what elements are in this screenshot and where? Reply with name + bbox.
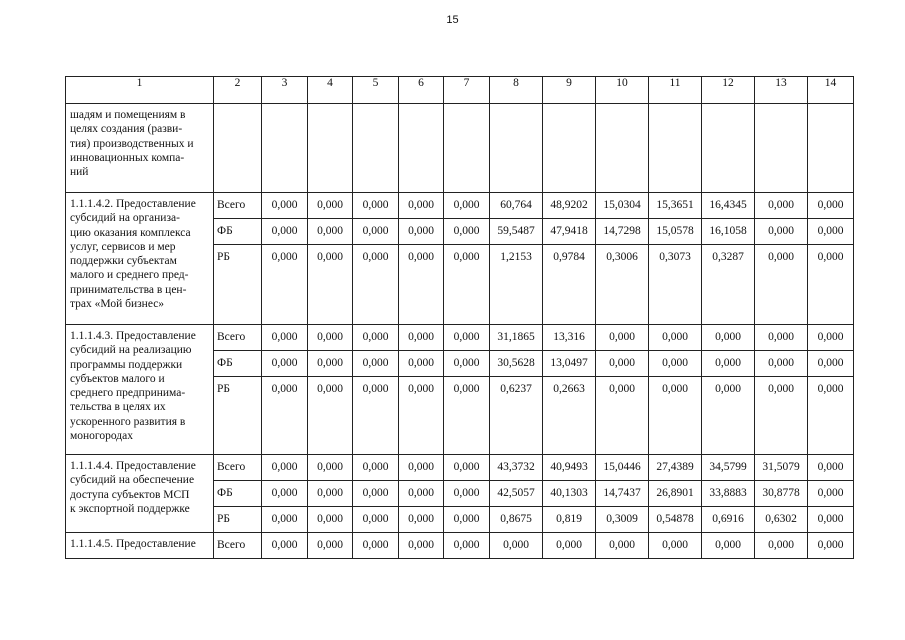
value-cell: 0,000 <box>444 455 490 481</box>
value-cell: 0,000 <box>755 193 808 219</box>
empty-cell <box>755 104 808 193</box>
value-cell: 0,000 <box>353 481 399 507</box>
value-cell: 0,000 <box>444 481 490 507</box>
table-row <box>66 325 854 351</box>
value-cell: 26,8901 <box>649 481 702 507</box>
value-cell: 0,000 <box>649 351 702 377</box>
value-cell: 0,9784 <box>543 245 596 325</box>
measure-description <box>66 533 214 559</box>
funding-source: Всего <box>214 533 262 559</box>
value-cell: 0,000 <box>262 455 308 481</box>
empty-cell <box>308 104 353 193</box>
value-cell: 0,000 <box>353 533 399 559</box>
value-cell: 0,000 <box>262 533 308 559</box>
value-cell: 0,000 <box>444 507 490 533</box>
value-cell: 0,2663 <box>543 377 596 455</box>
value-cell: 0,6916 <box>702 507 755 533</box>
value-cell: 0,000 <box>444 245 490 325</box>
value-cell: 0,3009 <box>596 507 649 533</box>
value-cell: 34,5799 <box>702 455 755 481</box>
value-cell: 0,000 <box>353 219 399 245</box>
value-cell: 0,000 <box>808 351 854 377</box>
measure-description <box>66 325 214 455</box>
value-cell: 43,3732 <box>490 455 543 481</box>
value-cell: 0,000 <box>755 533 808 559</box>
value-cell: 15,3651 <box>649 193 702 219</box>
column-header: 14 <box>808 77 854 104</box>
value-cell: 0,000 <box>308 455 353 481</box>
value-cell: 0,000 <box>808 245 854 325</box>
value-cell: 0,000 <box>808 533 854 559</box>
value-cell: 0,000 <box>262 351 308 377</box>
budget-table <box>65 76 854 559</box>
value-cell: 15,0446 <box>596 455 649 481</box>
value-cell: 31,5079 <box>755 455 808 481</box>
column-header: 10 <box>596 77 649 104</box>
funding-source: Всего <box>214 193 262 219</box>
value-cell: 0,000 <box>808 219 854 245</box>
value-cell: 27,4389 <box>649 455 702 481</box>
value-cell: 0,000 <box>399 533 444 559</box>
empty-cell <box>649 104 702 193</box>
value-cell: 0,54878 <box>649 507 702 533</box>
value-cell: 0,000 <box>444 325 490 351</box>
value-cell: 0,000 <box>262 193 308 219</box>
value-cell: 0,000 <box>649 533 702 559</box>
value-cell: 0,000 <box>399 351 444 377</box>
value-cell: 0,3073 <box>649 245 702 325</box>
funding-source: РБ <box>214 245 262 325</box>
column-header: 5 <box>353 77 399 104</box>
empty-cell <box>353 104 399 193</box>
value-cell: 0,000 <box>702 377 755 455</box>
column-header: 9 <box>543 77 596 104</box>
value-cell: 48,9202 <box>543 193 596 219</box>
value-cell: 0,000 <box>808 193 854 219</box>
empty-cell <box>399 104 444 193</box>
column-header: 1 <box>66 77 214 104</box>
funding-source: ФБ <box>214 219 262 245</box>
value-cell: 0,000 <box>262 481 308 507</box>
value-cell: 0,000 <box>808 377 854 455</box>
value-cell: 0,000 <box>444 219 490 245</box>
value-cell: 0,000 <box>308 219 353 245</box>
measure-text: 1.1.1.4.4. Предоставление субсидий на обеспечение доступа субъектов МСП к экспортной поддержке <box>70 460 196 515</box>
value-cell: 0,6237 <box>490 377 543 455</box>
value-cell: 0,000 <box>399 455 444 481</box>
empty-cell <box>444 104 490 193</box>
value-cell: 0,000 <box>649 377 702 455</box>
value-cell: 0,000 <box>755 377 808 455</box>
value-cell: 0,000 <box>308 507 353 533</box>
value-cell: 0,000 <box>308 377 353 455</box>
empty-cell <box>808 104 854 193</box>
column-header: 13 <box>755 77 808 104</box>
empty-cell <box>543 104 596 193</box>
continuation-description <box>66 104 214 193</box>
value-cell: 0,000 <box>353 351 399 377</box>
column-header-row <box>66 77 854 104</box>
table-row <box>66 193 854 219</box>
value-cell: 0,000 <box>353 507 399 533</box>
table-row <box>66 533 854 559</box>
value-cell: 0,000 <box>353 193 399 219</box>
value-cell: 0,000 <box>399 219 444 245</box>
value-cell: 30,5628 <box>490 351 543 377</box>
value-cell: 0,6302 <box>755 507 808 533</box>
value-cell: 40,9493 <box>543 455 596 481</box>
value-cell: 0,000 <box>308 193 353 219</box>
value-cell: 40,1303 <box>543 481 596 507</box>
value-cell: 0,000 <box>808 325 854 351</box>
value-cell: 0,3006 <box>596 245 649 325</box>
value-cell: 0,000 <box>262 377 308 455</box>
funding-source: Всего <box>214 325 262 351</box>
measure-text: 1.1.1.4.3. Предоставление субсидий на реализацию программы поддержки субъектов малого и среднего предпринима- тельства в целях их ускоренного развития в моногородах <box>70 330 196 443</box>
column-header: 3 <box>262 77 308 104</box>
empty-cell <box>596 104 649 193</box>
value-cell: 0,000 <box>490 533 543 559</box>
value-cell: 0,000 <box>353 245 399 325</box>
column-header: 2 <box>214 77 262 104</box>
value-cell: 0,000 <box>755 325 808 351</box>
value-cell: 0,000 <box>543 533 596 559</box>
value-cell: 15,0578 <box>649 219 702 245</box>
value-cell: 0,000 <box>444 533 490 559</box>
value-cell: 0,000 <box>353 325 399 351</box>
value-cell: 0,000 <box>755 245 808 325</box>
column-header: 11 <box>649 77 702 104</box>
funding-source: РБ <box>214 507 262 533</box>
value-cell: 0,000 <box>262 245 308 325</box>
value-cell: 0,000 <box>596 351 649 377</box>
value-cell: 13,0497 <box>543 351 596 377</box>
empty-cell <box>262 104 308 193</box>
page-number: 15 <box>446 14 459 26</box>
funding-source: РБ <box>214 377 262 455</box>
value-cell: 0,000 <box>353 377 399 455</box>
value-cell: 42,5057 <box>490 481 543 507</box>
value-cell: 0,000 <box>702 533 755 559</box>
value-cell: 0,000 <box>353 455 399 481</box>
value-cell: 0,000 <box>808 507 854 533</box>
value-cell: 0,000 <box>308 481 353 507</box>
continuation-text: шадям и помещениям в целях создания (разви- тия) производственных и инновационных компа- ний <box>70 109 194 179</box>
value-cell: 0,000 <box>399 325 444 351</box>
value-cell: 0,000 <box>399 507 444 533</box>
measure-text: 1.1.1.4.5. Предоставление <box>70 538 196 550</box>
value-cell: 0,000 <box>399 481 444 507</box>
value-cell: 0,000 <box>399 193 444 219</box>
empty-cell <box>214 104 262 193</box>
column-header: 4 <box>308 77 353 104</box>
value-cell: 14,7437 <box>596 481 649 507</box>
table-row <box>66 455 854 481</box>
value-cell: 16,1058 <box>702 219 755 245</box>
value-cell: 0,000 <box>808 455 854 481</box>
value-cell: 0,8675 <box>490 507 543 533</box>
value-cell: 0,000 <box>444 351 490 377</box>
value-cell: 0,000 <box>399 377 444 455</box>
value-cell: 47,9418 <box>543 219 596 245</box>
value-cell: 0,000 <box>808 481 854 507</box>
value-cell: 1,2153 <box>490 245 543 325</box>
value-cell: 13,316 <box>543 325 596 351</box>
value-cell: 0,000 <box>308 533 353 559</box>
value-cell: 0,819 <box>543 507 596 533</box>
value-cell: 33,8883 <box>702 481 755 507</box>
value-cell: 0,000 <box>755 351 808 377</box>
value-cell: 14,7298 <box>596 219 649 245</box>
value-cell: 0,000 <box>596 377 649 455</box>
column-header: 6 <box>399 77 444 104</box>
continuation-row <box>66 104 854 193</box>
value-cell: 0,000 <box>262 325 308 351</box>
funding-source: ФБ <box>214 481 262 507</box>
value-cell: 15,0304 <box>596 193 649 219</box>
funding-source: Всего <box>214 455 262 481</box>
value-cell: 0,000 <box>596 325 649 351</box>
value-cell: 0,000 <box>399 245 444 325</box>
value-cell: 0,000 <box>308 325 353 351</box>
value-cell: 0,3287 <box>702 245 755 325</box>
value-cell: 0,000 <box>755 219 808 245</box>
funding-source: ФБ <box>214 351 262 377</box>
measure-description <box>66 193 214 325</box>
empty-cell <box>702 104 755 193</box>
value-cell: 0,000 <box>308 351 353 377</box>
value-cell: 0,000 <box>702 351 755 377</box>
value-cell: 59,5487 <box>490 219 543 245</box>
empty-cell <box>490 104 543 193</box>
value-cell: 0,000 <box>262 219 308 245</box>
value-cell: 31,1865 <box>490 325 543 351</box>
value-cell: 0,000 <box>308 245 353 325</box>
value-cell: 0,000 <box>596 533 649 559</box>
value-cell: 0,000 <box>444 193 490 219</box>
value-cell: 60,764 <box>490 193 543 219</box>
value-cell: 0,000 <box>262 507 308 533</box>
measure-description <box>66 455 214 533</box>
value-cell: 0,000 <box>444 377 490 455</box>
column-header: 7 <box>444 77 490 104</box>
value-cell: 16,4345 <box>702 193 755 219</box>
column-header: 12 <box>702 77 755 104</box>
value-cell: 0,000 <box>702 325 755 351</box>
column-header: 8 <box>490 77 543 104</box>
value-cell: 0,000 <box>649 325 702 351</box>
measure-text: 1.1.1.4.2. Предоставление субсидий на организа- цию оказания комплекса услуг, сервисов и мер поддержки субъектам малого и среднего пред- принимательства в цен- трах «Мой бизнес» <box>70 198 196 311</box>
value-cell: 30,8778 <box>755 481 808 507</box>
